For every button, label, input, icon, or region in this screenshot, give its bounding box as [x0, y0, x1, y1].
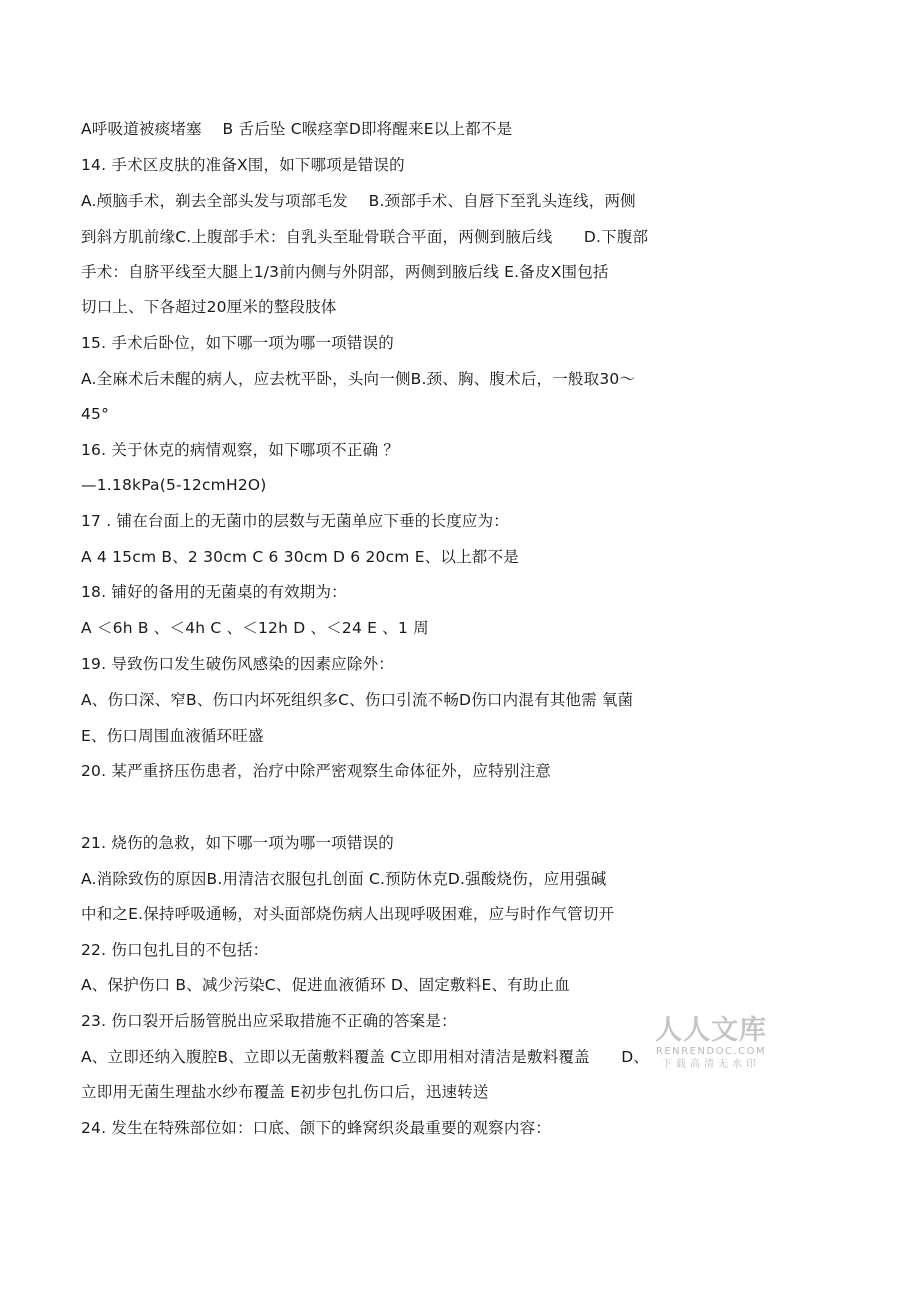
watermark-logo: [646, 1016, 776, 1072]
text-line: 手术：自脐平线至大腿上1/3前内侧与外阴部，两侧到腋后线 E.备皮X围包括: [81, 263, 609, 281]
question-22: 22. 伤口包扎目的不包括：: [81, 941, 269, 959]
text-line: A、伤口深、窄B、伤口内坏死组织多C、伤口引流不畅D伤口内混有其他需 氧菌: [81, 691, 634, 709]
question-14: 14. 手术区皮肤的准备X围，如下哪项是错误的: [81, 156, 405, 174]
text-line: A.全麻术后未醒的病人，应去枕平卧，头向一侧B.颈、胸、腹术后，一般取30～: [81, 370, 636, 388]
text-line: A.颅脑手术，剃去全部头发与项部毛发 B.颈部手术、自唇下至乳头连线，两侧: [81, 192, 636, 210]
question-16: 16. 关于休克的病情观察，如下哪项不正确 ？: [81, 441, 400, 459]
watermark-url: RENRENDOC.COM: [655, 1046, 767, 1057]
text-line: A呼吸道被痰堵塞 B 舌后坠 C喉痉挛D即将醒来E以上都不是: [81, 120, 513, 138]
question-20: 20. 某严重挤压伤患者，治疗中除严密观察生命体征外，应特别注意: [81, 762, 551, 780]
text-line: —1.18kPa(5-12cmH2O): [81, 476, 267, 494]
question-17: 17 . 铺在台面上的无菌巾的层数与无菌单应下垂的长度应为：: [81, 512, 510, 530]
text-line: A.消除致伤的原因B.用清洁衣服包扎创面 C.预防休克D.强酸烧伤，应用强碱: [81, 870, 607, 888]
text-line: 中和之E.保持呼吸通畅，对头面部烧伤病人出现呼吸困难，应与时作气管切开: [81, 905, 615, 923]
question-18: 18. 铺好的备用的无菌桌的有效期为：: [81, 583, 347, 601]
text-line: 切口上、下各超过20厘米的整段肢体: [81, 298, 337, 316]
watermark-title: 人人文库: [655, 1015, 767, 1046]
text-line: 到斜方肌前缘C.上腹部手术：自乳头至耻骨联合平面，两侧到腋后线 D.下腹部: [81, 228, 649, 246]
text-line: A ＜6h B 、＜4h C 、＜12h D 、＜24 E 、1 周: [81, 619, 429, 637]
text-line: 45°: [81, 405, 110, 423]
text-line: E、伤口周围血液循环旺盛: [81, 727, 264, 745]
watermark-subtitle: 下载高清无水印: [662, 1059, 760, 1070]
text-line: A 4 15cm B、2 30cm C 6 30cm D 6 20cm E、以上都不是: [81, 548, 519, 566]
question-15: 15. 手术后卧位，如下哪一项为哪一项错误的: [81, 334, 394, 352]
question-24: 24. 发生在特殊部位如：口底、颌下的蜂窝织炎最重要的观察内容：: [81, 1119, 551, 1137]
text-line: 立即用无菌生理盐水纱布覆盖 E初步包扎伤口后，迅速转送: [81, 1083, 489, 1101]
question-21: 21. 烧伤的急救，如下哪一项为哪一项错误的: [81, 834, 394, 852]
text-line: A、立即还纳入腹腔B、立即以无菌敷料覆盖 C立即用相对清洁是敷料覆盖 D、: [81, 1048, 650, 1066]
text-line: A、保护伤口 B、减少污染C、促进血液循环 D、固定敷料E、有助止血: [81, 976, 570, 994]
question-23: 23. 伤口裂开后肠管脱出应采取措施不正确的答案是：: [81, 1012, 457, 1030]
question-19: 19. 导致伤口发生破伤风感染的因素应除外：: [81, 655, 394, 673]
